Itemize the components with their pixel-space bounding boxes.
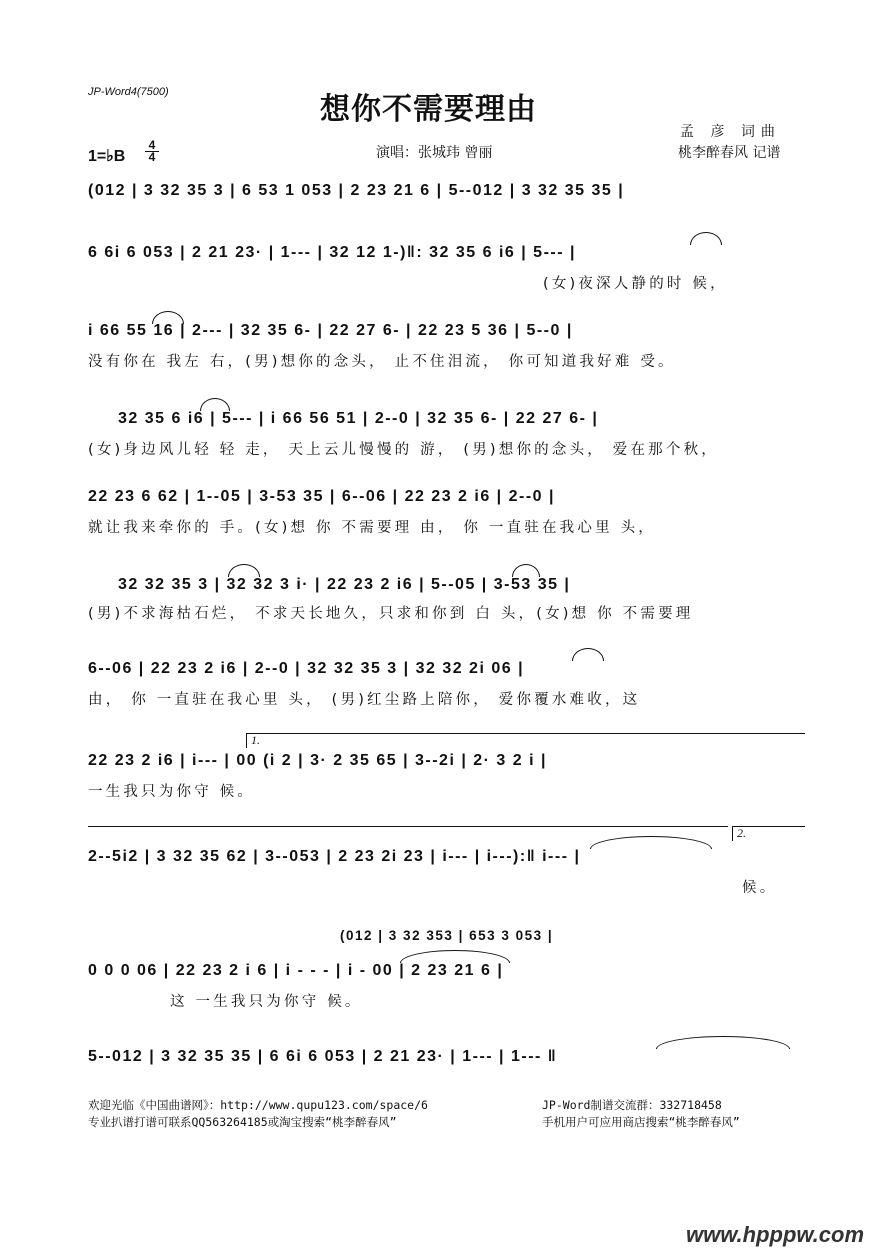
score-system-10-notes: 0 0 0 06 | 22 23 2 i 6 | i - - - | i - 00 | 2 23 21 6 | — [88, 962, 504, 979]
score-system-2-lyrics: (女)夜深人静的时 候， — [543, 276, 728, 292]
tie-mark — [152, 311, 184, 324]
score-system-3-lyrics: 没有你在 我左 右，(男)想你的念头， 止不住泪流， 你可知道我好难 受。 — [88, 354, 676, 370]
singer-credit: 演唱：张城玮 曾丽 — [376, 145, 493, 161]
score-system-4-notes: 32 35 6 i6 | 5--- | i 66 56 51 | 2--0 | 32 35 6- | 22 27 6- | — [118, 410, 599, 427]
score-system-6-lyrics: (男)不求海枯石烂， 不求天长地久，只求和你到 白 头，(女)想 你 不需要理 — [88, 606, 694, 622]
score-system-8-lyrics: 一生我只为你守 候。 — [88, 784, 256, 800]
score-system-6-notes: 32 32 35 3 | 32 32 3 i· | 22 23 2 i6 | 5--05 | 3-53 35 | — [118, 576, 571, 593]
composer-credit: 孟 彦 词曲 — [680, 124, 781, 140]
tie-mark — [690, 232, 722, 245]
score-system-7-lyrics: 由， 你 一直驻在我心里 头， (男)红尘路上陪你， 爱你覆水难收，这 — [88, 692, 641, 708]
time-signature-bottom: 4 — [145, 151, 159, 163]
score-system-10-upper-notes: (012 | 3 32 353 | 653 3 053 | — [340, 928, 554, 943]
score-system-5-lyrics: 就让我来牵你的 手。(女)想 你 不需要理 由， 你 一直驻在我心里 头， — [88, 520, 656, 536]
score-system-4-lyrics: (女)身边风儿轻 轻 走， 天上云儿慢慢的 游， (男)想你的念头， 爱在那个秋， — [88, 442, 719, 458]
song-title: 想你不需要理由 — [320, 92, 537, 127]
time-signature — [145, 140, 159, 163]
tie-mark — [656, 1036, 790, 1049]
volta-bracket-1 — [246, 733, 805, 748]
score-system-8-notes: 22 23 2 i6 | i--- | 00 (i 2 | 3· 2 35 65 | 3--2i | 2· 3 2 i | — [88, 752, 547, 769]
score-system-5-notes: 22 23 6 62 | 1--05 | 3-53 35 | 6--06 | 22 23 2 i6 | 2--0 | — [88, 488, 555, 505]
footer-contact-line: 专业扒谱打谱可联系QQ563264185或淘宝搜索“桃李醉春风” — [88, 1115, 397, 1129]
score-system-9-lyrics: 候。 — [742, 880, 778, 896]
volta-bracket-2 — [732, 826, 805, 841]
score-system-11-notes: 5--012 | 3 32 35 35 | 6 6i 6 053 | 2 21 23· | 1--- | 1--- ‖ — [88, 1048, 558, 1065]
score-system-7-notes: 6--06 | 22 23 2 i6 | 2--0 | 32 32 35 3 | 32 32 2i 06 | — [88, 660, 525, 677]
footer-website-line: 欢迎光临《中国曲谱网》：http://www.qupu123.com/space/6 — [88, 1098, 428, 1112]
tie-mark — [590, 836, 712, 849]
watermark-logo: www.hpppw.com — [686, 1222, 865, 1247]
score-system-2-notes: 6 6i 6 053 | 2 21 23· | 1--- | 32 12 1-)‖: 32 35 6 i6 | 5--- | — [88, 244, 576, 261]
score-system-3-notes: i 66 55 16 | 2--- | 32 35 6- | 22 27 6- | 22 23 5 36 | 5--0 | — [88, 322, 573, 339]
tie-mark — [200, 398, 230, 411]
score-system-10-lyrics: 这 一生我只为你守 候。 — [170, 994, 363, 1010]
volta-label: 2. — [737, 826, 746, 840]
transcriber-credit: 桃李醉春风 记谱 — [678, 145, 781, 161]
key-signature: 1=♭B — [88, 148, 126, 165]
score-system-1-notes: (012 | 3 32 35 3 | 6 53 1 053 | 2 23 21 6 | 5--012 | 3 32 35 35 | — [88, 182, 625, 199]
time-signature-top: 4 — [148, 138, 156, 152]
software-tag: JP-Word4(7500) — [88, 86, 169, 98]
footer-group-line: JP-Word制谱交流群：332718458 — [542, 1098, 722, 1112]
volta-continuation-line — [88, 826, 728, 827]
tie-mark — [572, 648, 604, 661]
volta-label: 1. — [251, 733, 260, 747]
tie-mark — [228, 564, 260, 577]
tie-mark — [512, 564, 540, 577]
footer-app-line: 手机用户可应用商店搜索“桃李醉春风” — [542, 1115, 740, 1129]
score-system-9-notes: 2--5i2 | 3 32 35 62 | 3--053 | 2 23 2i 23 | i--- | i---):‖ i--- | — [88, 848, 581, 865]
